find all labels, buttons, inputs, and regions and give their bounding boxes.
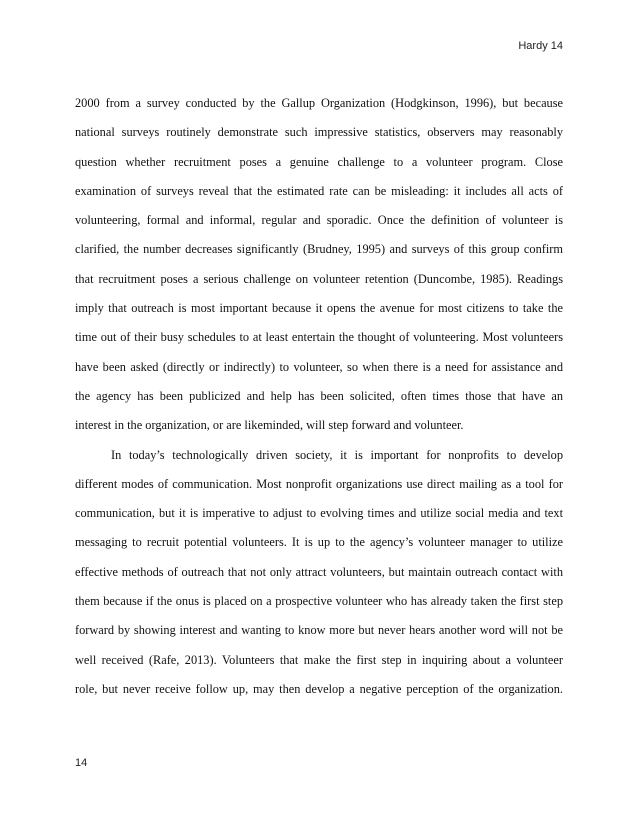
page-number: 14 xyxy=(75,757,88,769)
text-line: messaging to recruit potential volunteers. It is up to the agency’s volunteer manager to utilize xyxy=(75,535,563,550)
text-line: forward by showing interest and wanting to know more but never hears another word will not be xyxy=(75,623,563,638)
text-line: that recruitment poses a serious challenge on volunteer retention (Duncombe, 1985). Readings xyxy=(75,271,563,286)
text-line: clarified, the number decreases significantly (Brudney, 1995) and surveys of this group confirm xyxy=(75,242,563,257)
text-line: have been asked (directly or indirectly) to volunteer, so when there is a need for assistance and xyxy=(75,359,563,374)
text-line: them because if the onus is placed on a prospective volunteer who has already taken the first step xyxy=(75,594,563,609)
text-line: time out of their busy schedules to at least entertain the thought of volunteering. Most volunteers xyxy=(75,330,563,345)
paragraph-2 xyxy=(75,441,563,705)
text-line: 2000 from a survey conducted by the Gallup Organization (Hodgkinson, 1996), but because xyxy=(75,96,563,110)
paragraph-1 xyxy=(75,89,563,441)
text-line: role, but never receive follow up, may then develop a negative perception of the organization. xyxy=(75,681,563,696)
text-line: national surveys routinely demonstrate such impressive statistics, observers may reasonably xyxy=(75,125,563,140)
running-head: Hardy 14 xyxy=(518,40,563,52)
text-line: imply that outreach is most important because it opens the avenue for most citizens to take the xyxy=(75,301,563,316)
text-line: volunteering, formal and informal, regular and sporadic. Once the definition of volunteer is xyxy=(75,213,563,228)
text-line: well received (Rafe, 2013). Volunteers that make the first step in inquiring about a volunteer xyxy=(75,652,563,667)
text-line: the agency has been publicized and help has been solicited, often times those that have an xyxy=(75,388,563,403)
document-body xyxy=(75,89,563,704)
text-line: question whether recruitment poses a genuine challenge to a volunteer program. Close xyxy=(75,154,563,169)
text-line: communication, but it is imperative to adjust to evolving times and utilize social media and text xyxy=(75,506,563,521)
text-line: examination of surveys reveal that the estimated rate can be misleading: it includes all acts of xyxy=(75,183,563,198)
text-line: In today’s technologically driven society, it is important for nonprofits to develop xyxy=(111,447,563,462)
text-line: interest in the organization, or are likeminded, will step forward and volunteer. xyxy=(75,418,464,433)
text-line: effective methods of outreach that not only attract volunteers, but maintain outreach contact with xyxy=(75,564,563,579)
text-line: different modes of communication. Most nonprofit organizations use direct mailing as a tool for xyxy=(75,476,563,491)
